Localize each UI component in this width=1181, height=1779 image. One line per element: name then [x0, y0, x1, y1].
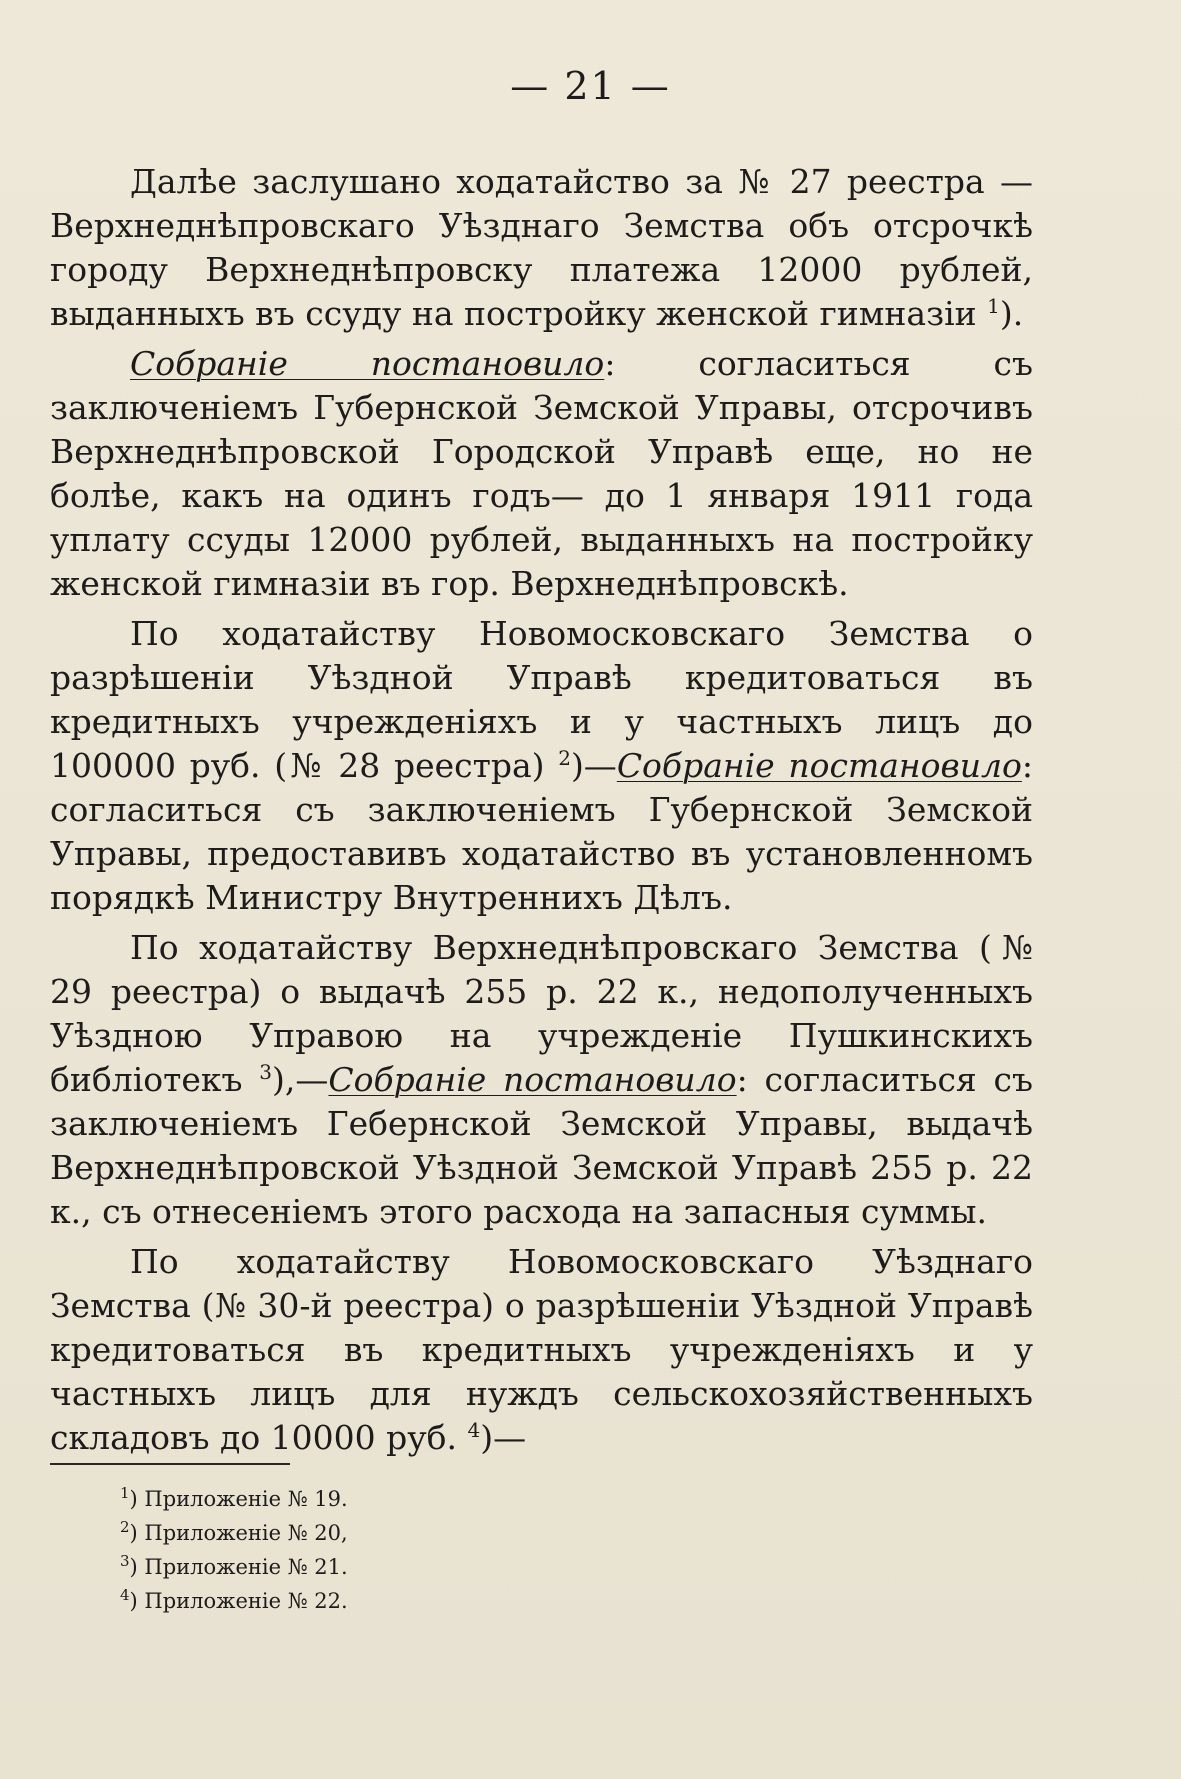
- paragraph-text: Далѣе заслушано ходатайство за № 27 реестра — Верхнеднѣпровскаго Уѣзднаго Земства объ отсрочкѣ городу Верхнеднѣпровску платежа 12000 рублей, выданныхъ въ ссуду на постройку женской гимназіи: [50, 162, 1033, 333]
- body-text: [50, 160, 1033, 1466]
- footnote-mark: 3: [120, 1552, 130, 1570]
- paragraph: [50, 342, 1033, 606]
- paragraph-text: : согласиться съ заключеніемъ Гебернской Земской Управы, выдачѣ Верхнеднѣпровской Уѣздной Земской Управѣ 255 р. 22 к., съ отнесеніемъ этого расхода на запасныя суммы.: [50, 1060, 1033, 1231]
- paragraph-text: : согласиться съ заключеніемъ Губернской Земской Управы, предоставивъ ходатайство въ установленномъ порядкѣ Министру Внутреннихъ Дѣлъ.: [50, 746, 1033, 917]
- footnote-text: ) Приложеніе № 22.: [129, 1589, 348, 1613]
- footnote-reference: 3: [259, 1060, 273, 1084]
- page-number: — 21 —: [510, 64, 671, 108]
- resolution-heading: Собраніе постановило: [130, 344, 605, 383]
- paragraph-text: ).: [999, 294, 1024, 333]
- resolution-heading: Собраніе постановило: [616, 746, 1022, 785]
- footnote-divider: [50, 1463, 290, 1465]
- paragraph: [50, 926, 1033, 1234]
- footnote-mark: 2: [120, 1518, 130, 1536]
- paragraph-text: По ходатайству Новомосковскаго Уѣзднаго Земства (№ 30-й реестра) о разрѣшеніи Уѣздной Управѣ кредитоваться въ кредитныхъ учрежденіяхъ и у частныхъ лицъ для нуждъ сельскохозяйственныхъ складовъ до 10000 руб.: [50, 1242, 1033, 1457]
- footnote: [120, 1482, 520, 1516]
- paragraph: [50, 1240, 1033, 1460]
- paragraph-text: По ходатайству Новомосковскаго Земства о разрѣшеніи Уѣздной Управѣ кредитоваться въ кредитныхъ учрежденіяхъ и у частныхъ лицъ до 100000 руб. (№ 28 реестра): [50, 614, 1033, 785]
- resolution-heading: Собраніе постановило: [328, 1060, 737, 1099]
- paragraph-text: ),—: [272, 1060, 329, 1099]
- footnote: [120, 1584, 520, 1618]
- paragraph-text: По ходатайству Верхнеднѣпровскаго Земства (№ 29 реестра) о выдачѣ 255 р. 22 к., недополученныхъ Уѣздною Управою на учрежденіе Пушкинскихъ библіотекъ: [50, 928, 1033, 1099]
- footnote-reference: 1: [987, 294, 1000, 318]
- footnote-reference: 2: [558, 746, 571, 770]
- paragraph-text: )—: [570, 746, 617, 785]
- footnotes: [120, 1482, 520, 1618]
- paragraph: [50, 612, 1033, 920]
- paragraph-text: : согласиться съ заключеніемъ Губернской Земской Управы, отсрочивъ Верхнеднѣпровской Городской Управѣ еще, но не болѣе, какъ на одинъ годъ— до 1 января 1911 года уплату ссуды 12000 рублей, выданныхъ на постройку женской гимназіи въ гор. Верхнеднѣпровскѣ.: [50, 344, 1033, 603]
- footnote-text: ) Приложеніе № 20,: [129, 1521, 348, 1545]
- paragraph: [50, 160, 1033, 336]
- footnote-mark: 4: [120, 1586, 130, 1604]
- paragraph-text: )—: [480, 1418, 527, 1457]
- footnote-text: ) Приложеніе № 21.: [129, 1555, 348, 1579]
- footnote: [120, 1550, 520, 1584]
- footnote: [120, 1516, 520, 1550]
- footnote-reference: 4: [467, 1418, 481, 1442]
- footnote-text: ) Приложеніе № 19.: [129, 1487, 348, 1511]
- footnote-mark: 1: [120, 1484, 130, 1502]
